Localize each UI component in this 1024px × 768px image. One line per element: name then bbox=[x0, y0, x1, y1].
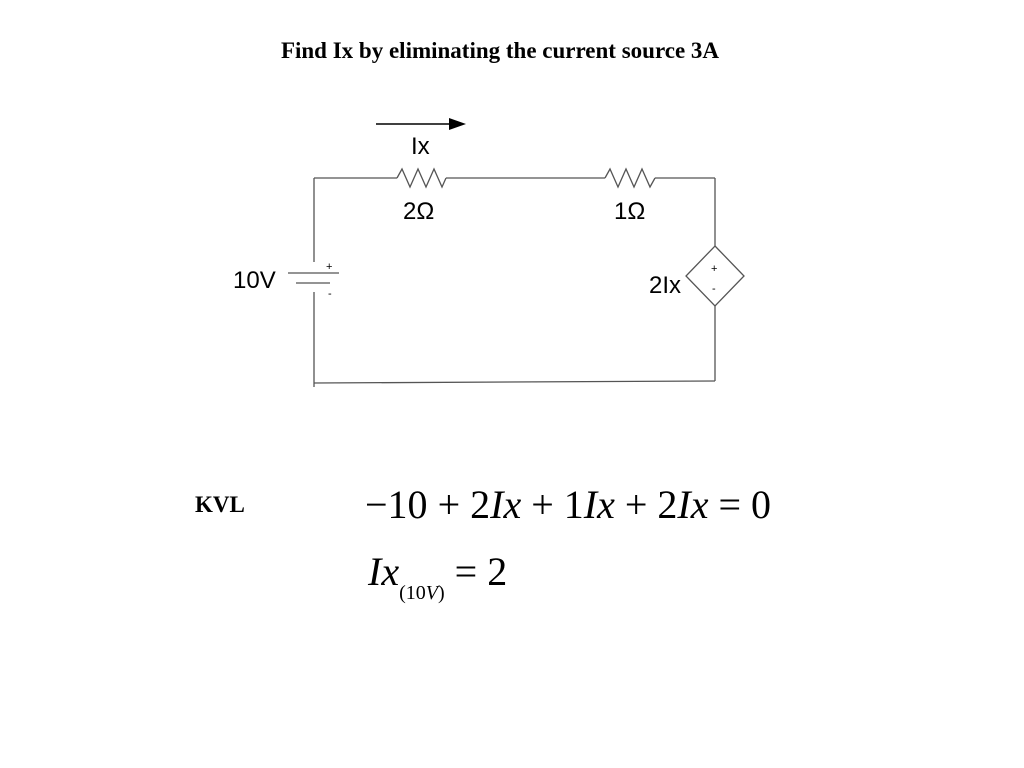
kvl-equation bbox=[365, 481, 771, 528]
dependent-source-label: 2Ix bbox=[649, 272, 682, 299]
eq1-plus-3: + bbox=[614, 482, 658, 527]
page-title: Find Ix by eliminating the current source 3A bbox=[280, 38, 720, 63]
battery-label: 10V bbox=[233, 267, 276, 294]
eq1-var-2: Ix bbox=[583, 482, 615, 527]
current-arrow-icon bbox=[376, 118, 466, 130]
eq1-coef-3: 2 bbox=[657, 482, 678, 527]
battery-icon bbox=[288, 273, 339, 283]
eq2-subscript bbox=[399, 582, 445, 604]
result-equation bbox=[368, 548, 507, 605]
eq1-coef-2: 1 bbox=[563, 482, 584, 527]
battery-minus-sign: - bbox=[328, 288, 332, 300]
eq1-var-3: Ix bbox=[677, 482, 709, 527]
resistor-1ohm-icon bbox=[605, 169, 655, 187]
dependent-source-icon bbox=[686, 246, 744, 306]
eq2-equals: = bbox=[444, 549, 488, 594]
eq1-coef-1: 2 bbox=[470, 482, 491, 527]
eq1-term-const: −10 bbox=[365, 482, 428, 527]
eq2-sub-var: V bbox=[425, 582, 438, 604]
eq1-plus-2: + bbox=[521, 482, 564, 527]
eq1-rhs: 0 bbox=[751, 482, 772, 527]
eq1-plus-1: + bbox=[427, 482, 471, 527]
dependent-source-minus-sign: - bbox=[712, 283, 716, 295]
dependent-source-plus-sign: + bbox=[711, 263, 718, 275]
eq2-rhs: 2 bbox=[487, 549, 508, 594]
eq1-var-1: Ix bbox=[490, 482, 522, 527]
kvl-label: KVL bbox=[195, 492, 245, 517]
resistor-2ohm-icon bbox=[397, 169, 446, 187]
eq2-sub-open: (10 bbox=[399, 582, 426, 604]
eq2-var: Ix bbox=[368, 549, 400, 594]
current-label: Ix bbox=[411, 133, 430, 160]
battery-plus-sign: + bbox=[326, 261, 333, 273]
resistor-1ohm-label: 1Ω bbox=[614, 198, 646, 225]
eq1-equals: = bbox=[708, 482, 752, 527]
eq2-sub-close: ) bbox=[437, 582, 445, 604]
resistor-2ohm-label: 2Ω bbox=[403, 198, 435, 225]
